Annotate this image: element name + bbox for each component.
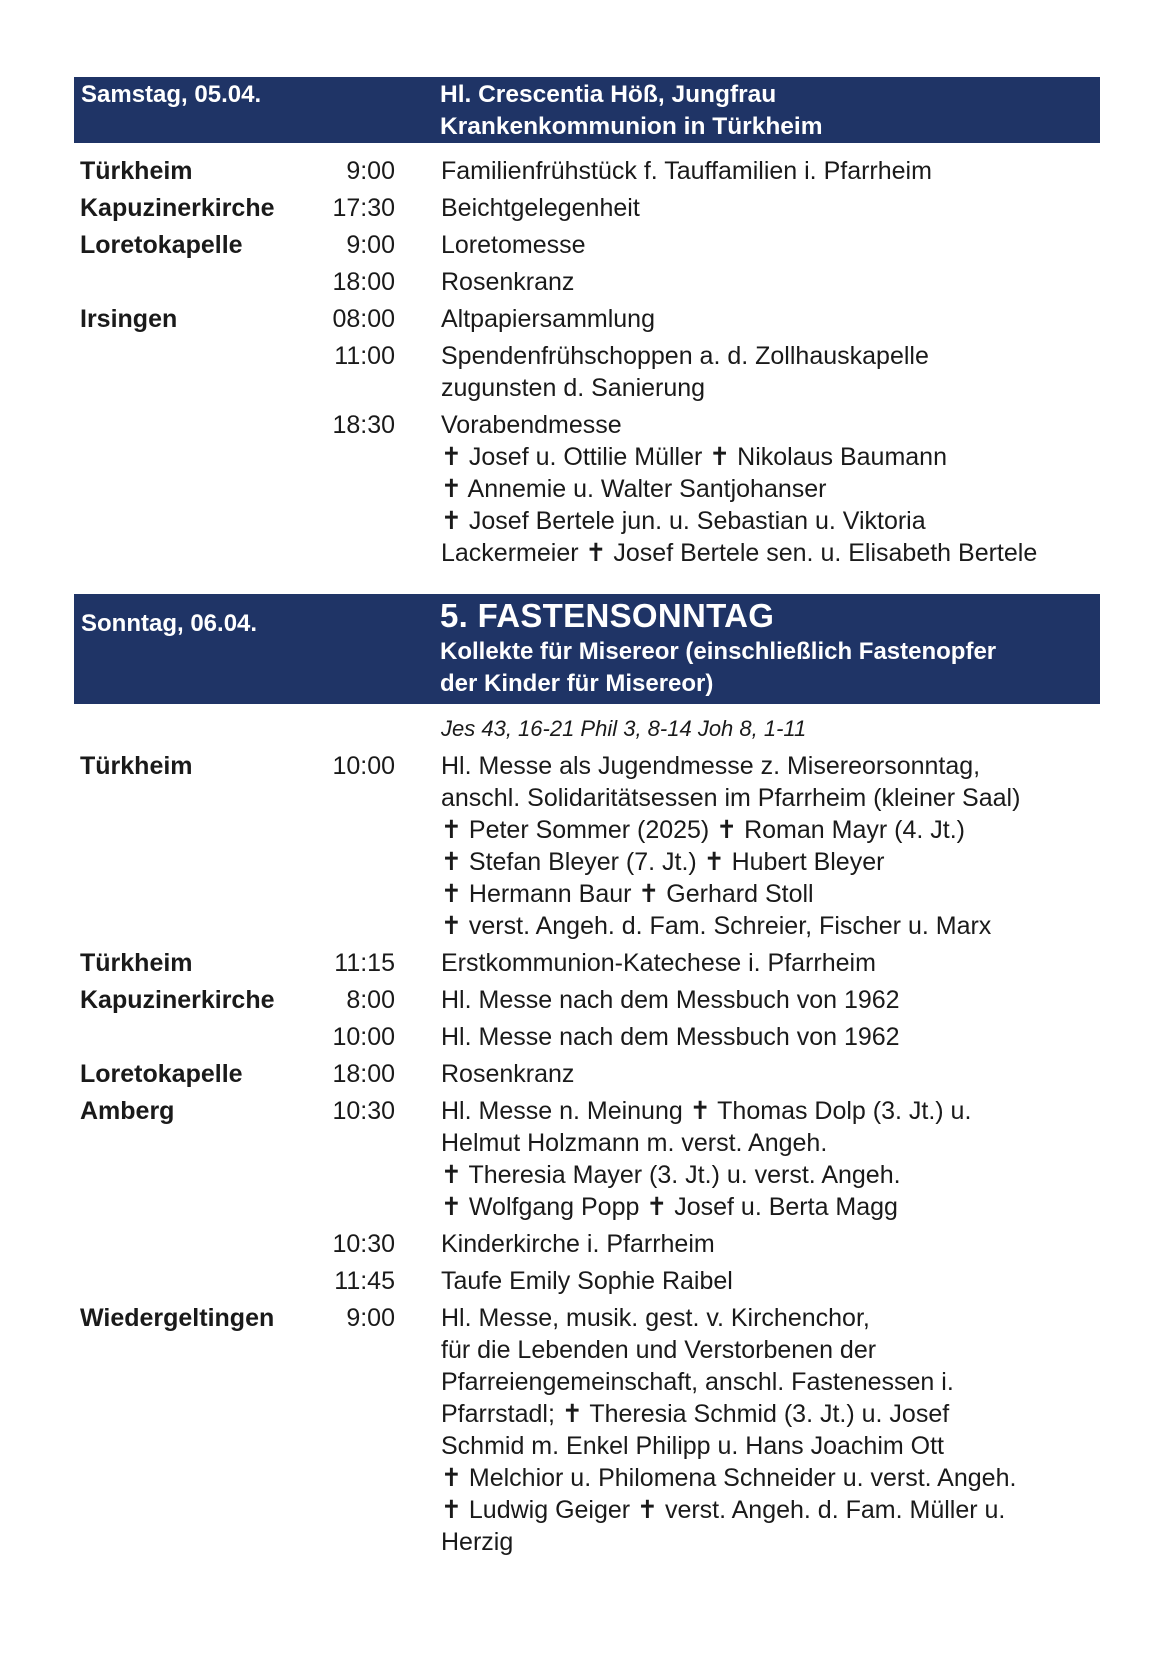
entry-time: 11:15: [334, 949, 395, 977]
entry-description: [441, 340, 1100, 404]
day-header-sunday: [74, 594, 1100, 704]
entry-place: Loretokapelle: [80, 231, 243, 259]
day-header-line: der Kinder für Misereor): [440, 670, 714, 697]
entry-place: [74, 1228, 310, 1260]
schedule-entry: [74, 303, 1100, 335]
entry-time: 9:00: [346, 157, 395, 185]
schedule-entry: [74, 1058, 1100, 1090]
entry-time: 9:00: [346, 231, 395, 259]
entry-description: [441, 266, 1100, 298]
entry-description: [441, 984, 1100, 1016]
entry-description-line: Hl. Messe als Jugendmesse z. Misereorsonntag,: [441, 752, 981, 780]
entry-time: 18:30: [332, 411, 395, 439]
schedule-entry: [74, 192, 1100, 224]
entry-description-line: Loretomesse: [441, 231, 586, 259]
entries-sunday: [74, 750, 1100, 1558]
entry-description-line: Beichtgelegenheit: [441, 194, 640, 222]
entry-place: Wiedergeltingen: [80, 1304, 275, 1332]
entry-description: [441, 1302, 1100, 1558]
entry-time: 8:00: [346, 986, 395, 1014]
schedule-entry: [74, 1021, 1100, 1053]
schedule-entry: [74, 229, 1100, 261]
entry-description-line: für die Lebenden und Verstorbenen der: [441, 1336, 877, 1364]
entry-description: [441, 1021, 1100, 1053]
entry-description-line: Pfarrstadl; ✝ Theresia Schmid (3. Jt.) u. Josef: [441, 1400, 950, 1428]
entry-description-line: Vorabendmesse: [441, 411, 622, 439]
day-date: Sonntag, 06.04.: [81, 610, 258, 637]
entry-description-line: ✝ Josef u. Ottilie Müller ✝ Nikolaus Baumann: [441, 443, 947, 471]
entry-description: [441, 192, 1100, 224]
entry-place: Amberg: [80, 1097, 175, 1125]
entry-description-line: ✝ Theresia Mayer (3. Jt.) u. verst. Angeh.: [441, 1161, 901, 1189]
day-date: Samstag, 05.04.: [81, 81, 262, 108]
entry-place: [74, 266, 310, 298]
entry-time: 17:30: [332, 194, 395, 222]
entry-description-line: Taufe Emily Sophie Raibel: [441, 1267, 733, 1295]
entry-description-line: ✝ Annemie u. Walter Santjohanser: [441, 475, 827, 503]
entry-description: [441, 1228, 1100, 1260]
entry-place: Loretokapelle: [80, 1060, 243, 1088]
entry-description-line: Rosenkranz: [441, 1060, 575, 1088]
schedule-entry: [74, 984, 1100, 1016]
entry-description-line: ✝ Peter Sommer (2025) ✝ Roman Mayr (4. Jt.): [441, 816, 965, 844]
schedule-page: [74, 77, 1100, 1563]
entry-description-line: ✝ Hermann Baur ✝ Gerhard Stoll: [441, 880, 814, 908]
entry-description-line: ✝ Josef Bertele jun. u. Sebastian u. Viktoria: [441, 507, 926, 535]
entry-description-line: ✝ verst. Angeh. d. Fam. Schreier, Fischer u. Marx: [441, 912, 992, 940]
entry-description-line: Hl. Messe nach dem Messbuch von 1962: [441, 1023, 900, 1051]
entry-time: 18:00: [332, 268, 395, 296]
day-header-line: Hl. Crescentia Höß, Jungfrau: [440, 81, 777, 108]
schedule-entry: [74, 409, 1100, 569]
schedule-entry: [74, 266, 1100, 298]
entry-description: [441, 947, 1100, 979]
entry-time: 9:00: [346, 1304, 395, 1332]
entry-description: [441, 155, 1100, 187]
schedule-entry: [74, 750, 1100, 942]
entry-description-line: Pfarreiengemeinschaft, anschl. Fastenessen i.: [441, 1368, 954, 1396]
entry-time: 08:00: [332, 305, 395, 333]
entry-time: 11:00: [334, 342, 395, 370]
entry-description-line: ✝ Stefan Bleyer (7. Jt.) ✝ Hubert Bleyer: [441, 848, 885, 876]
entry-description: [441, 1058, 1100, 1090]
entry-time: 10:30: [332, 1230, 395, 1258]
schedule-entry: [74, 1265, 1100, 1297]
entry-time: 10:00: [332, 1023, 395, 1051]
entry-description-line: Hl. Messe, musik. gest. v. Kirchenchor,: [441, 1304, 870, 1332]
entry-place: Kapuzinerkirche: [80, 986, 275, 1014]
entry-time: 18:00: [332, 1060, 395, 1088]
entry-place: [74, 1021, 310, 1053]
scripture-readings: Jes 43, 16-21 Phil 3, 8-14 Joh 8, 1-11: [441, 716, 807, 741]
entry-time: 10:30: [332, 1097, 395, 1125]
schedule-entry: [74, 155, 1100, 187]
entry-place: [74, 340, 310, 404]
entries-sunday-block: [74, 714, 1100, 1558]
entry-place: Kapuzinerkirche: [80, 194, 275, 222]
day-header-line: Kollekte für Misereor (einschließlich Fastenopfer: [440, 638, 997, 665]
entry-description: [441, 229, 1100, 261]
entry-description: [441, 303, 1100, 335]
schedule-entry: [74, 1228, 1100, 1260]
entry-description-line: Herzig: [441, 1528, 514, 1556]
entry-description: [441, 750, 1100, 942]
entry-description-line: Erstkommunion-Katechese i. Pfarrheim: [441, 949, 876, 977]
day-info: [440, 596, 1100, 704]
entry-description-line: ✝ Melchior u. Philomena Schneider u. verst. Angeh.: [441, 1464, 1017, 1492]
entry-place: [74, 409, 310, 569]
entry-time: 11:45: [334, 1267, 395, 1295]
feast-title: 5. FASTENSONNTAG: [440, 597, 775, 634]
entry-description-line: ✝ Ludwig Geiger ✝ verst. Angeh. d. Fam. Müller u.: [441, 1496, 1006, 1524]
entry-description-line: Spendenfrühschoppen a. d. Zollhauskapelle: [441, 342, 929, 370]
entry-description-line: Rosenkranz: [441, 268, 575, 296]
entry-description-line: Lackermeier ✝ Josef Bertele sen. u. Elisabeth Bertele: [441, 539, 1038, 567]
entries-saturday: [74, 155, 1100, 569]
entry-description: [441, 1265, 1100, 1297]
entry-description-line: ✝ Wolfgang Popp ✝ Josef u. Berta Magg: [441, 1193, 898, 1221]
entry-place: [74, 1265, 310, 1297]
schedule-entry: [74, 947, 1100, 979]
entry-description-line: Familienfrühstück f. Tauffamilien i. Pfarrheim: [441, 157, 932, 185]
entry-description-line: anschl. Solidaritätsessen im Pfarrheim (kleiner Saal): [441, 784, 1021, 812]
day-header-saturday: [74, 77, 1100, 143]
entry-description-line: Altpapiersammlung: [441, 305, 655, 333]
entry-description-line: Kinderkirche i. Pfarrheim: [441, 1230, 715, 1258]
schedule-entry: [74, 1302, 1100, 1558]
schedule-entry: [74, 1095, 1100, 1223]
entry-description-line: zugunsten d. Sanierung: [441, 374, 706, 402]
entry-description: [441, 409, 1100, 569]
entry-description-line: Hl. Messe n. Meinung ✝ Thomas Dolp (3. Jt.) u.: [441, 1097, 972, 1125]
entry-description-line: Hl. Messe nach dem Messbuch von 1962: [441, 986, 900, 1014]
entry-place: Türkheim: [80, 157, 193, 185]
entry-place: Türkheim: [80, 949, 193, 977]
entry-place: Irsingen: [80, 305, 178, 333]
entry-description-line: Helmut Holzmann m. verst. Angeh.: [441, 1129, 828, 1157]
day-header-line: Krankenkommunion in Türkheim: [440, 113, 823, 140]
entry-description: [441, 1095, 1100, 1223]
entry-description-line: Schmid m. Enkel Philipp u. Hans Joachim Ott: [441, 1432, 944, 1460]
entry-time: 10:00: [332, 752, 395, 780]
day-info: [440, 79, 1100, 143]
schedule-entry: [74, 340, 1100, 404]
entry-place: Türkheim: [80, 752, 193, 780]
